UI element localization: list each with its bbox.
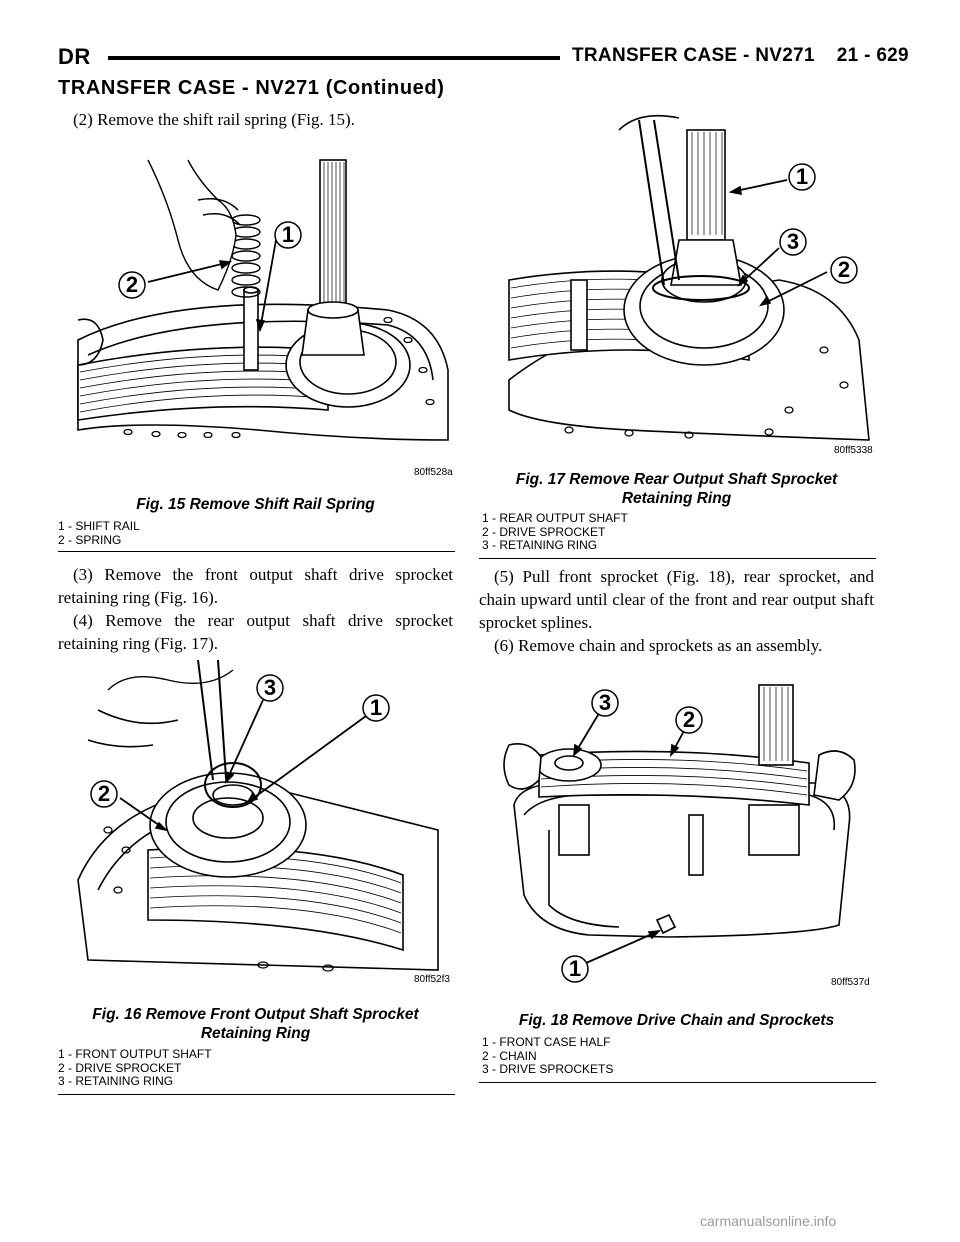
fig18-callout-3: 3 (598, 690, 612, 715)
steps-3-4 (58, 563, 453, 655)
fig15-legend-item: 2 - SPRING (58, 532, 122, 547)
fig16-legend-item: 1 - FRONT OUTPUT SHAFT (58, 1047, 212, 1061)
fig17-callout-2: 2 (837, 257, 851, 282)
fig17-legend-item: 3 - RETAINING RING (482, 538, 598, 552)
fig16-callout-2: 2 (97, 781, 111, 806)
section-title: TRANSFER CASE - NV271 (Continued) (58, 77, 445, 99)
figure-18 (479, 665, 876, 993)
figure-15 (58, 140, 455, 485)
fig17-legend-item: 1 - REAR OUTPUT SHAFT (482, 511, 628, 525)
step-5-text: (5) Pull front sprocket (Fig. 18), rear sprocket, and chain upward until clear of the front and rear output shaft sprocket splines. (479, 567, 874, 632)
fig16-rule (58, 1094, 455, 1095)
fig18-legend-item: 1 - FRONT CASE HALF (482, 1035, 611, 1049)
fig17-rule (479, 558, 876, 559)
fig18-caption: Fig. 18 Remove Drive Chain and Sprockets (518, 1012, 835, 1029)
fig16-legend-item: 2 - DRIVE SPROCKET (58, 1060, 182, 1075)
figure-15-illustration (58, 140, 455, 485)
page-number: 21 - 629 (836, 45, 909, 66)
fig17-callout-3: 3 (786, 229, 800, 254)
fig16-caption (58, 1005, 453, 1043)
figure-16-illustration (58, 650, 455, 992)
steps-5-6 (479, 565, 874, 657)
step-2-text: (2) Remove the shift rail spring (Fig. 15). (73, 110, 355, 129)
fig17-callout-1: 1 (795, 164, 809, 189)
fig17-caption-line1: Fig. 17 Remove Rear Output Shaft Sprocket (515, 471, 838, 488)
fig15-rule (58, 551, 455, 552)
fig17-legend-item: 2 - DRIVE SPROCKET (482, 524, 606, 539)
step-4-text: (4) Remove the rear output shaft drive sprocket retaining ring (Fig. 17). (58, 611, 453, 653)
fig17-caption-line2: Retaining Ring (621, 490, 732, 507)
fig18-legend (482, 1036, 613, 1077)
fig18-code: 80ff537d (831, 977, 870, 988)
fig17-code: 80ff5338 (834, 445, 873, 456)
fig16-code: 80ff52f3 (414, 974, 450, 985)
fig15-callout-2: 2 (125, 272, 139, 297)
header-right (572, 45, 909, 67)
header-left-code: DR (58, 44, 91, 69)
step-3-text: (3) Remove the front output shaft drive sprocket retaining ring (Fig. 16). (58, 565, 453, 607)
watermark: carmanualsonline.info (700, 1213, 837, 1229)
fig18-callout-1: 1 (568, 956, 582, 981)
fig15-callout-1: 1 (281, 222, 295, 247)
step-2 (58, 108, 453, 131)
figure-17 (479, 110, 876, 462)
fig16-legend (58, 1048, 212, 1089)
fig18-rule (479, 1082, 876, 1083)
fig16-callout-1: 1 (369, 695, 383, 720)
fig16-callout-3: 3 (263, 675, 277, 700)
fig18-callout-2: 2 (682, 707, 696, 732)
fig16-caption-line2: Retaining Ring (200, 1025, 311, 1042)
figure-16 (58, 650, 455, 992)
figure-18-illustration (479, 665, 876, 993)
fig15-legend-item: 1 - SHIFT RAIL (58, 519, 140, 533)
fig18-legend-item: 3 - DRIVE SPROCKETS (482, 1062, 614, 1076)
fig15-code: 80ff528a (414, 467, 453, 478)
fig16-legend-item: 3 - RETAINING RING (58, 1074, 174, 1088)
fig17-legend (482, 512, 628, 553)
fig18-legend-item: 2 - CHAIN (482, 1048, 537, 1063)
step-6-text: (6) Remove chain and sprockets as an assembly. (494, 636, 823, 655)
header-rule (108, 56, 560, 60)
fig15-legend (58, 520, 140, 547)
fig17-caption (479, 470, 874, 508)
fig16-caption-line1: Fig. 16 Remove Front Output Shaft Sprocket (92, 1006, 419, 1023)
header-title: TRANSFER CASE - NV271 (572, 45, 815, 66)
figure-17-illustration (479, 110, 876, 462)
fig15-caption: Fig. 15 Remove Shift Rail Spring (136, 496, 375, 513)
